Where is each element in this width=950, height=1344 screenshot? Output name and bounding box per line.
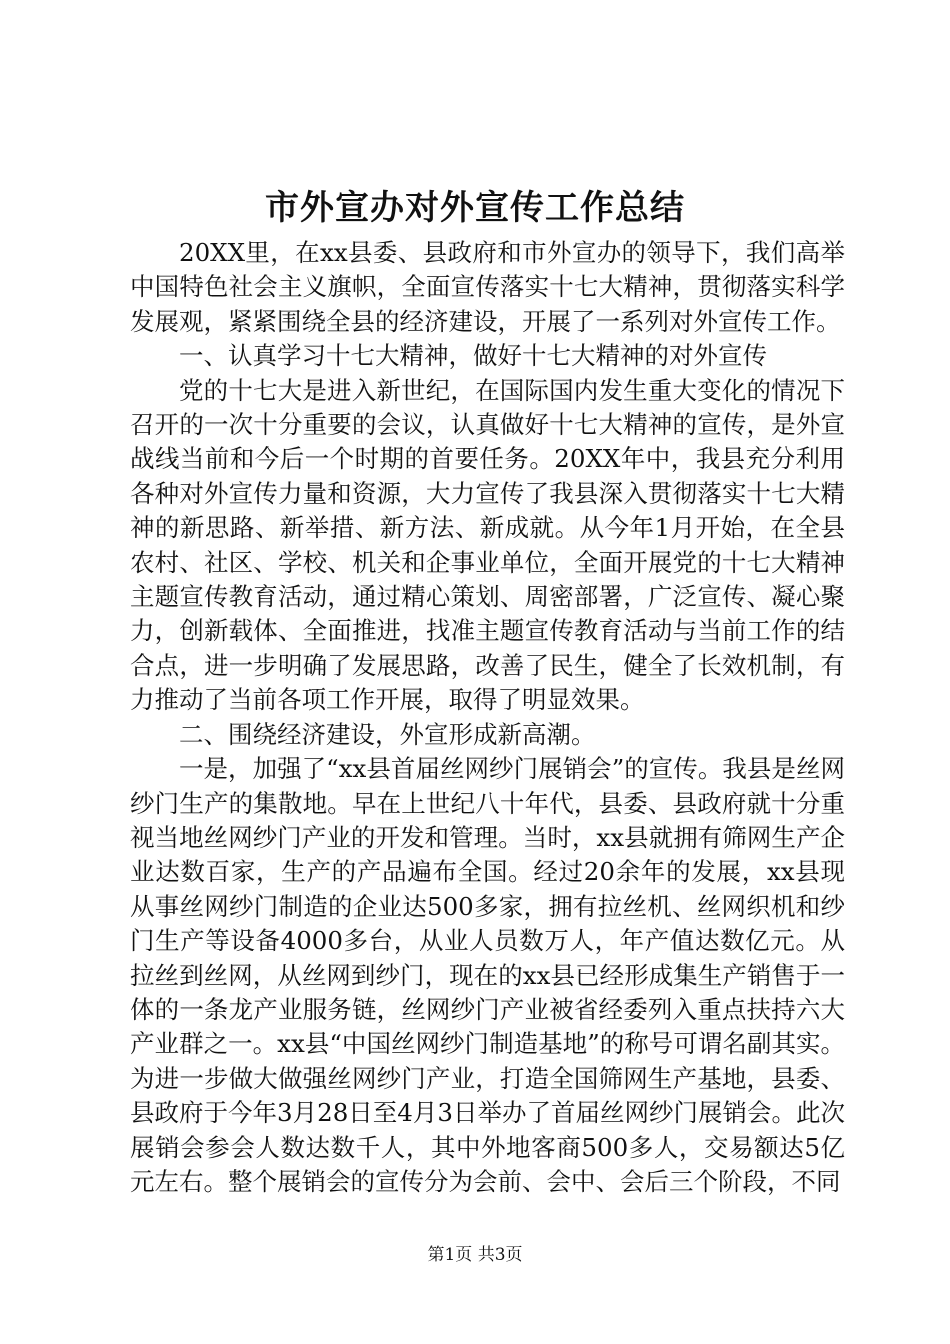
paragraph-section-1: 党的十七大是进入新世纪，在国际国内发生重大变化的情况下召开的一次十分重要的会议，认真做好十七大精神的宣传，是外宣战线当前和今后一个时期的首要任务。20XX年中，我县充分利用各种对外宣传力量和资源，大力宣传了我县深入贯彻落实十七大精神的新思路、新举措、新方法、新成就。从今年1月开始，在全县农村、社区、学校、机关和企事业单位，全面开展党的十七大精神主题宣传教育活动，通过精心策划、周密部署，广泛宣传、凝心聚力，创新载体、全面推进，找准主题宣传教育活动与当前工作的结合点，进一步明确了发展思路，改善了民生，健全了长效机制，有力推动了当前各项工作开展，取得了明显效果。 — [130, 375, 845, 715]
page-number-footer: 第1页 共3页 — [427, 1245, 523, 1265]
paragraph-section-2: 一是，加强了“xx县首届丝网纱门展销会”的宣传。我县是丝网纱门生产的集散地。早在上世纪八十年代，县委、县政府就十分重视当地丝网纱门产业的开发和管理。当时，xx县就拥有筛网生产企业达数百家，生产的产品遍布全国。经过20余年的发展，xx县现从事丝网纱门制造的企业达500多家，拥有拉丝机、丝网织机和纱门生产等设备4000多台，从业人员数万人，年产值达数亿元。从拉丝到丝网，从丝网到纱门，现在的xx县已经形成集生产销售于一体的一条龙产业服务链，丝网纱门产业被省经委列入重点扶持六大产业群之一。xx县“中国丝网纱门制造基地”的称号可谓名副其实。为进一步做大做强丝网纱门产业，打造全国筛网生产基地，县委、县政府于今年3月28日至4月3日举办了首届丝网纱门展销会。此次展销会参会人数达数千人，其中外地客商500多人，交易额达5亿元左右。整个展销会的宣传分为会前、会中、会后三个阶段，不同 — [130, 754, 845, 1196]
section-heading-1: 一、认真学习十七大精神，做好十七大精神的对外宣传 — [179, 341, 767, 371]
section-heading-2: 二、围绕经济建设，外宣形成新高潮。 — [179, 719, 596, 749]
document-body — [130, 236, 845, 1199]
paragraph-intro: 20XX里，在xx县委、县政府和市外宣办的领导下，我们高举中国特色社会主义旗帜，全面宣传落实十七大精神，贯彻落实科学发展观，紧紧围绕全县的经济建设，开展了一系列对外宣传工作。 — [130, 238, 845, 336]
page-title: 市外宣办对外宣传工作总结 — [265, 188, 685, 228]
